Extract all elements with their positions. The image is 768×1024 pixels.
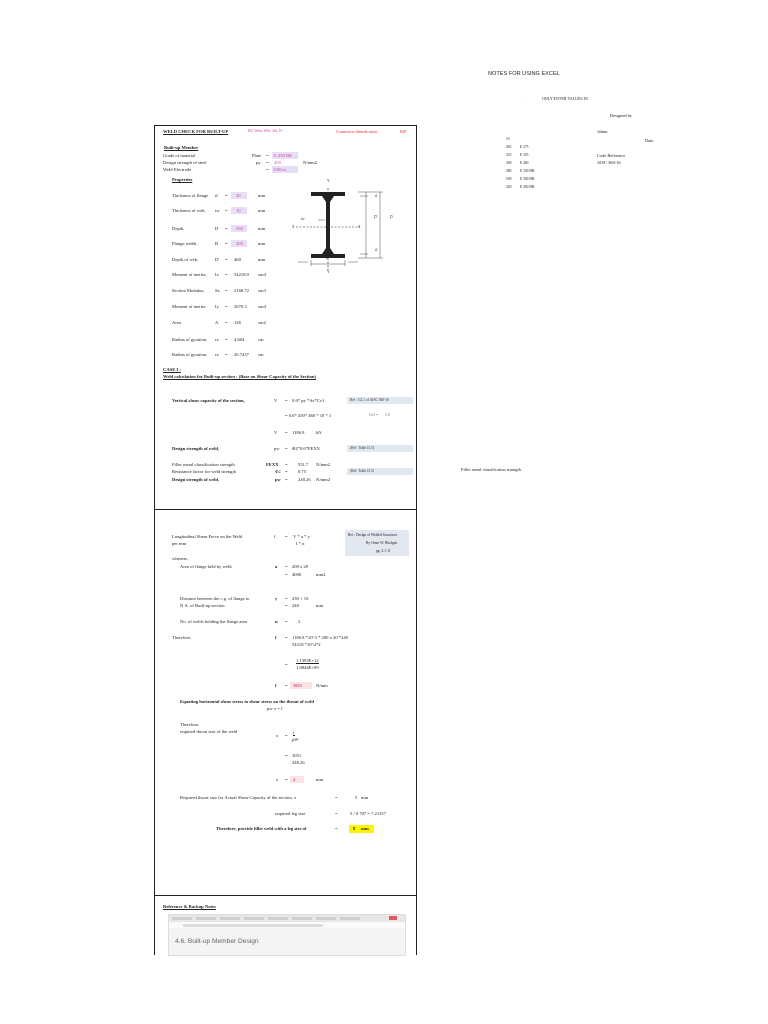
property-symbol: D' — [215, 257, 220, 262]
code-ref-value: AISC 360-16 — [597, 160, 621, 165]
sheet-title: WELD CHECK FOR BUILT-UP — [163, 129, 229, 134]
throat-result-symbol: x — [276, 777, 279, 782]
shear-formula: 0.6* py *Av*Cv1 — [292, 398, 325, 403]
designer-name: Johnn — [597, 129, 608, 134]
weld-count-eq: = — [285, 619, 288, 624]
property-value: 126 — [234, 320, 241, 325]
design-strength-symbol: py — [256, 160, 261, 165]
electrode-value: E80xx — [274, 167, 286, 172]
throat-eq: = — [285, 733, 288, 738]
property-label: Section Modulus, — [172, 288, 205, 293]
shear-force-numerator: V * a * y — [293, 534, 310, 539]
property-eq: = — [225, 337, 228, 342]
shear-force-label-2: per mm — [172, 541, 187, 546]
weld-strength-formula: Φ2*0.6*FEXX — [292, 446, 320, 451]
throat-numerator-2: 1051 — [292, 753, 302, 758]
phi-reference: (Ref: Table J2.5) — [347, 468, 413, 475]
property-unit: cm4 — [258, 304, 266, 309]
fexx-label: Filler metal classification strength — [172, 462, 235, 467]
therefore-text: Therefore, — [172, 635, 192, 640]
property-label: Moment of inertia — [172, 304, 206, 309]
close-icon — [389, 916, 397, 920]
property-label: Area — [172, 320, 181, 325]
browser-tab — [244, 917, 264, 920]
property-symbol: tw — [215, 208, 220, 213]
property-label: Flange width, — [172, 241, 198, 246]
property-eq: = — [225, 257, 228, 262]
shear-result-value: 1186.8 — [292, 430, 305, 435]
weld-strength-label: Design strength of weld, — [172, 446, 220, 451]
lookup-cell: 265 — [506, 145, 512, 149]
properties-heading: Properties — [172, 177, 193, 182]
property-symbol: B — [215, 241, 219, 246]
leg-size-value: 5 / 0.707 = 7.21357 — [350, 811, 387, 816]
frame-right-line-3 — [416, 895, 417, 955]
throat-symbol: x — [276, 733, 279, 738]
property-value: 500 — [236, 226, 243, 231]
shear-substitution: = 0.6* 450* 460 * 10 * 1 — [285, 413, 332, 418]
weld-count-symbol: n — [275, 619, 278, 624]
force-substitution-2: 54218 *10^4*2 — [292, 642, 321, 647]
electrode-eq: = — [266, 167, 269, 172]
cv1-label: Cv1 = — [369, 413, 378, 417]
final-weld-value: 8 — [353, 826, 356, 831]
frame-top-line — [154, 125, 417, 126]
browser-tab — [196, 917, 216, 920]
blodgett-ref-2: By Omer W. Blodgett — [366, 541, 398, 545]
grade-eq: = — [266, 153, 269, 158]
lookup-cell: 500 — [506, 177, 512, 181]
property-unit: mm — [258, 257, 266, 262]
shear-capacity-label: Vertical shear capacity of the section, — [172, 398, 245, 403]
frame-left-line-2 — [154, 509, 155, 895]
axis-y-top: Y — [327, 179, 330, 183]
weld-strength-reference: (Ref: Table J2.5) — [347, 445, 413, 452]
property-label: Depth, — [172, 226, 185, 231]
connection-value: BJP — [400, 129, 407, 134]
blodgett-ref-1: Ref : Design of Welded Structures — [348, 533, 398, 537]
property-symbol: rx — [215, 337, 219, 342]
browser-tab — [316, 917, 336, 920]
flange-area-eq-2: = — [285, 572, 288, 577]
design-strength-label: Design strength of steel — [163, 160, 207, 165]
distance-label-2: N.A. of Built-up section — [180, 603, 225, 608]
browser-tab — [340, 917, 360, 920]
final-weld-unit: mm — [361, 826, 369, 831]
shear-result-symbol: V — [274, 430, 278, 435]
phi-value: 0.75 — [298, 469, 307, 474]
force-eq-2: = — [285, 662, 288, 667]
lookup-cell: 300 — [506, 161, 512, 165]
property-unit: cm — [258, 337, 264, 342]
property-symbol: Ix — [215, 272, 219, 277]
distance-unit: mm — [316, 603, 324, 608]
only-enter-note: ONLY ENTER VALUES IN — [542, 96, 588, 101]
flange-area-eq: = — [285, 564, 288, 569]
design-strength-unit: N/mm2 — [303, 160, 318, 165]
distance-formula: 230 + 10 — [292, 596, 309, 601]
browser-tab — [292, 917, 312, 920]
property-unit: cm3 — [258, 288, 266, 293]
lookup-cell: 10 — [506, 137, 510, 141]
distance-value: 240 — [292, 603, 299, 608]
date-label: Date — [645, 138, 654, 143]
reference-caption: 4.6. Built-up Member Design — [175, 938, 259, 945]
frame-left-line — [154, 125, 155, 509]
browser-tab — [220, 917, 240, 920]
designed-by-label: Designed by — [610, 113, 633, 118]
page-break-line — [154, 509, 417, 510]
lookup-cell: E 400 — [520, 161, 529, 165]
dim-tf-top: tf — [375, 194, 378, 198]
i-section-diagram — [288, 180, 400, 280]
lookup-cell: E 275 — [520, 145, 529, 149]
lookup-cell: E 330 BB — [520, 169, 535, 173]
throat-result-unit: mm — [316, 777, 324, 782]
shear-eq: = — [285, 398, 288, 403]
property-symbol: A — [215, 320, 219, 325]
distance-eq-2: = — [285, 603, 288, 608]
browser-tab — [268, 917, 288, 920]
throat-result-eq: = — [285, 777, 288, 782]
final-weld-label: Therefore, provide fillet weld with a leg size of — [216, 826, 307, 831]
force-result-unit: N/mm — [316, 683, 328, 688]
property-unit: mm — [258, 208, 266, 213]
property-value: 54218.0 — [234, 272, 249, 277]
property-unit: cm — [258, 352, 264, 357]
shear-symbol: V — [274, 398, 278, 403]
weld-count-label: No. of welds holding the flange area — [180, 619, 247, 624]
blodgett-ref-3: pg. 4.1-11 — [376, 549, 391, 553]
required-throat-value: 5 — [355, 795, 358, 800]
required-throat-label: Required throat size for Actual Shear Capacity of the section, x — [180, 795, 297, 800]
connection-label: Connection Identification : — [336, 129, 380, 134]
property-unit: mm — [258, 226, 266, 231]
leg-size-label: required leg size — [275, 811, 306, 816]
distance-symbol: y — [275, 596, 278, 601]
property-symbol: D — [215, 226, 219, 231]
property-unit: cm4 — [258, 272, 266, 277]
shear-force-label: Longitudinal Shear Force on the Weld — [172, 534, 243, 539]
weld-strength-result-unit: N/mm2 — [316, 477, 331, 482]
fexx-eq: = — [285, 462, 288, 467]
weld-count-value: 2 — [298, 619, 301, 624]
equating-equation: pw x = f — [267, 706, 283, 711]
property-symbol: tf — [215, 193, 218, 198]
property-value: 200 — [236, 241, 243, 246]
shear-force-symbol: f — [274, 534, 276, 539]
flange-area-value: 4000 — [292, 572, 302, 577]
fexx-symbol: FEXX — [266, 462, 279, 467]
force-result-value: 1051 — [293, 683, 303, 688]
throat-denominator: pW — [292, 737, 299, 742]
case-subheading: Weld calculation for Built-up section : (Base on Shear Capacity of the Section) — [163, 374, 316, 379]
throat-label: required throat size of the weld — [180, 729, 238, 734]
browser-tab — [172, 917, 192, 920]
browser-address-bar — [169, 922, 405, 928]
axis-x-left: X — [292, 225, 295, 229]
force-result-eq: = — [285, 683, 288, 688]
force-numerator: 1.1393E+12 — [296, 658, 319, 663]
design-strength-eq: = — [266, 160, 269, 165]
weld-strength-result-symbol: pw — [275, 477, 281, 482]
dim-tw: tw — [301, 217, 305, 221]
shear-force-denominator: I * n — [296, 541, 305, 546]
lookup-cell: E 500 BB — [520, 177, 535, 181]
weld-strength-eq: = — [285, 446, 288, 451]
phi-eq: = — [285, 469, 288, 474]
property-symbol: Sx — [215, 288, 220, 293]
filler-note: Filler metal classification strength — [461, 467, 521, 472]
property-eq: = — [225, 304, 228, 309]
cv1-value: 1.0 — [385, 413, 390, 417]
lookup-cell: E 355 — [520, 153, 529, 157]
case-heading: CASE I : — [163, 367, 181, 372]
property-value: 2168.72 — [234, 288, 249, 293]
shear-result-eq: = — [285, 430, 288, 435]
phi-label: Resistance factor for weld strength — [172, 469, 237, 474]
weld-strength-result-value: 248.26 — [298, 477, 311, 482]
fexx-value: 551.7 — [298, 462, 309, 467]
shear-result-unit: kN — [316, 430, 322, 435]
weld-strength-symbol: pw — [274, 446, 280, 451]
property-unit: mm — [258, 193, 266, 198]
lookup-cell: 280 — [506, 169, 512, 173]
required-throat-unit: mm — [361, 795, 369, 800]
force-eq: = — [285, 635, 288, 640]
property-eq: = — [225, 208, 228, 213]
force-denominator: 1.0844E+09 — [296, 665, 319, 670]
force-symbol: f — [275, 635, 277, 640]
leg-size-eq: = — [335, 811, 338, 816]
axis-y-bottom: Y — [327, 270, 330, 274]
grade-label: Grade of material — [163, 153, 196, 158]
url-field — [183, 924, 323, 927]
page-break-line-2 — [154, 895, 417, 896]
property-symbol: rx — [215, 352, 219, 357]
property-value: 20 — [236, 193, 241, 198]
property-unit: cm2 — [258, 320, 266, 325]
dim-b: B — [326, 256, 329, 260]
lookup-cell: 335 — [506, 153, 512, 157]
property-eq: = — [225, 288, 228, 293]
property-label: Radius of gyration, — [172, 352, 208, 357]
flange-area-unit: mm2 — [316, 572, 326, 577]
weld-strength-result-label: Design strength of weld, — [172, 477, 220, 482]
property-label: Thickness of flange — [172, 193, 209, 198]
weld-strength-result-eq: = — [285, 477, 288, 482]
browser-tab-bar — [169, 915, 405, 922]
grade-symbol: Plate — [252, 153, 262, 158]
property-value: 10 — [236, 208, 241, 213]
bullet-dot: · — [526, 96, 528, 100]
property-eq: = — [225, 272, 228, 277]
property-symbol: Iy — [215, 304, 219, 309]
fexx-unit: N/mm2 — [316, 462, 331, 467]
design-strength-value: 450 — [274, 160, 281, 165]
lookup-cell: 520 — [506, 185, 512, 189]
whereas-text: whereas, — [172, 556, 189, 561]
shear-reference: Ref : G2.1 of AISC 360-16 — [347, 397, 413, 404]
lookup-cell: E 450 BB — [520, 185, 535, 189]
member-heading: Built-up Member — [164, 145, 199, 150]
property-value: 4.604 — [234, 337, 245, 342]
sheet-subtitle: BU Webs 200x 20x 10 — [248, 129, 283, 133]
throat-numerator: f — [293, 730, 295, 735]
throat-eq-2: = — [285, 753, 288, 758]
frame-left-line-3 — [154, 895, 155, 955]
distance-eq: = — [285, 596, 288, 601]
property-value: 2670.3 — [234, 304, 247, 309]
notes-title: NOTES FOR USING EXCEL — [488, 71, 560, 77]
frame-right-line — [416, 125, 417, 509]
grade-value: E 450 BR — [274, 153, 293, 158]
axis-x-right: X — [358, 225, 361, 229]
property-value: 20.7437 — [234, 352, 249, 357]
property-label: Depth of web, — [172, 257, 199, 262]
property-value: 460 — [234, 257, 241, 262]
property-unit: mm — [258, 241, 266, 246]
shear-force-eq: = — [285, 534, 288, 539]
phi-symbol: Φ2 — [275, 469, 281, 474]
force-substitution-1: 1186.8 *10^3 * 200 x 20 *240 — [292, 635, 348, 640]
reference-heading: Reference & Backup Notes — [163, 904, 216, 909]
property-eq: = — [225, 320, 228, 325]
throat-result-value: 4 — [293, 777, 296, 782]
code-ref-label: Code Reference — [597, 153, 626, 158]
flange-area-formula: 200 x 20 — [292, 564, 309, 569]
property-label: Moment of inertia, — [172, 272, 207, 277]
flange-area-label: Area of flange held by weld, — [180, 564, 233, 569]
flange-area-symbol: a — [275, 564, 278, 569]
dim-d: D — [390, 215, 393, 219]
equating-text: Equating horizontal shear stress to shear stress on the throat of weld — [180, 699, 314, 704]
property-eq: = — [225, 226, 228, 231]
final-weld-eq: = — [335, 826, 338, 831]
electrode-label: Weld Electrode — [163, 167, 192, 172]
therefore-text-2: Therefore, — [180, 722, 200, 727]
property-label: Thickness of web, — [172, 208, 206, 213]
throat-denominator-2: 248.26 — [292, 760, 305, 765]
distance-label: Distance between the c.g. of flange to — [180, 596, 250, 601]
property-eq: = — [225, 352, 228, 357]
required-throat-eq: = — [335, 795, 338, 800]
property-label: Radius of gyration, — [172, 337, 208, 342]
dim-dprime: D' — [374, 215, 378, 219]
frame-right-line-2 — [416, 509, 417, 895]
dim-tf-bottom: tf — [375, 248, 378, 252]
property-eq: = — [225, 241, 228, 246]
browser-screenshot — [168, 914, 406, 956]
force-result-symbol: f — [275, 683, 277, 688]
property-eq: = — [225, 193, 228, 198]
